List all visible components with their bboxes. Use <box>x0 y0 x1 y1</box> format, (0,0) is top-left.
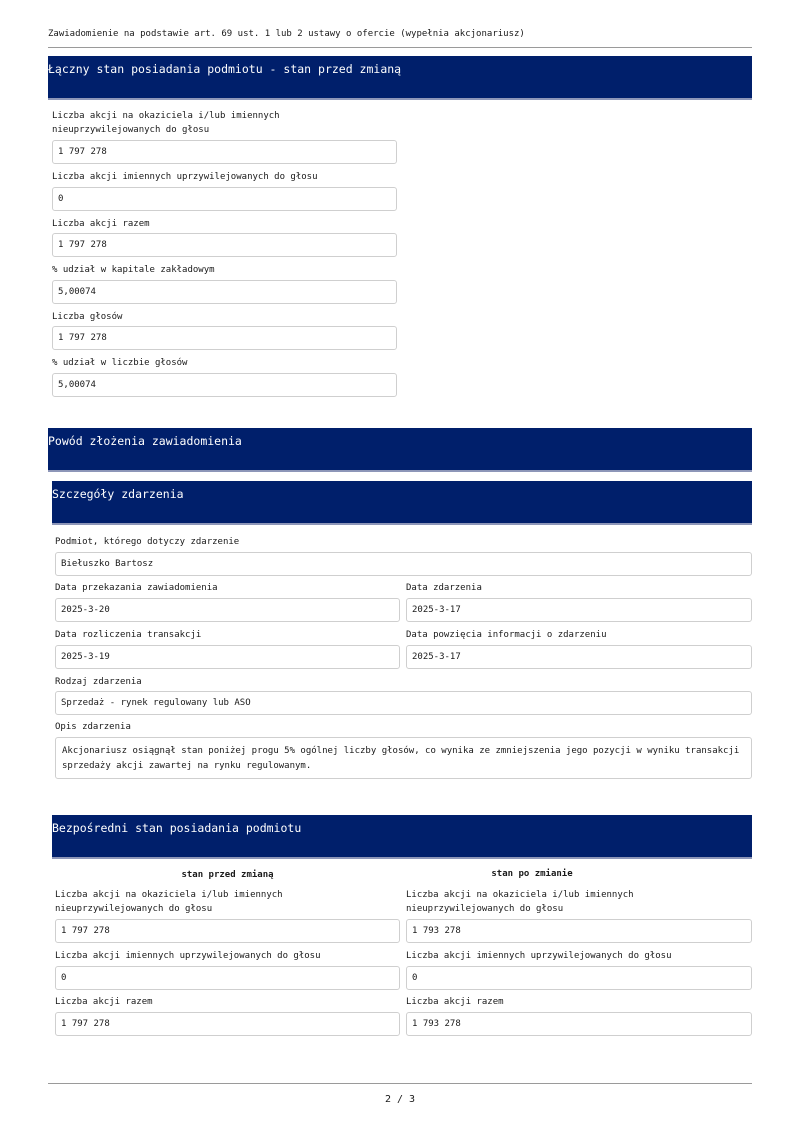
field-label-subject: Podmiot, którego dotyczy zdarzenie <box>55 537 240 547</box>
field-label-capital-share: % udział w kapitale zakładowym <box>52 265 215 275</box>
before-field-bearer-shares[interactable]: 1 797 278 <box>55 919 400 943</box>
field-privileged-shares[interactable]: 0 <box>52 187 397 211</box>
after-field-privileged-shares[interactable]: 0 <box>406 966 752 990</box>
column-heading-before: stan przed zmianą <box>181 870 274 880</box>
before-field-privileged-shares[interactable]: 0 <box>55 966 400 990</box>
field-capital-share[interactable]: 5,00074 <box>52 280 397 304</box>
after-field-total-shares[interactable]: 1 793 278 <box>406 1012 752 1036</box>
field-label-bearer-shares: Liczba akcji na okaziciela i/lub imiennych nieuprzywilejowanych do głosu <box>52 111 280 135</box>
field-label-settlement-date: Data rozliczenia transakcji <box>55 630 202 640</box>
field-bearer-shares[interactable]: 1 797 278 <box>52 140 397 164</box>
field-subject[interactable]: Biełuszko Bartosz <box>55 552 752 576</box>
field-settlement-date[interactable]: 2025-3-19 <box>55 645 400 669</box>
field-total-shares[interactable]: 1 797 278 <box>52 233 397 257</box>
field-label-votes: Liczba głosów <box>52 312 123 322</box>
field-event-type[interactable]: Sprzedaż - rynek regulowany lub ASO <box>55 691 752 715</box>
field-label-privileged-shares: Liczba akcji imiennych uprzywilejowanych do głosu <box>52 172 318 182</box>
field-label-total-shares: Liczba akcji razem <box>52 219 150 229</box>
field-event-date[interactable]: 2025-3-17 <box>406 598 752 622</box>
field-label-event-type: Rodzaj zdarzenia <box>55 677 142 687</box>
after-label-bearer-shares: Liczba akcji na okaziciela i/lub imiennych nieuprzywilejowanych do głosu <box>406 890 634 914</box>
footer-divider <box>48 1083 752 1084</box>
field-info-date[interactable]: 2025-3-17 <box>406 645 752 669</box>
field-votes[interactable]: 1 797 278 <box>52 326 397 350</box>
section-reason-title: Powód złożenia zawiadomienia <box>48 428 752 472</box>
page-number: 2 / 3 <box>384 1094 416 1105</box>
field-label-votes-share: % udział w liczbie głosów <box>52 358 188 368</box>
field-label-notice-date: Data przekazania zawiadomienia <box>55 583 218 593</box>
before-label-total-shares: Liczba akcji razem <box>55 997 153 1007</box>
before-label-bearer-shares: Liczba akcji na okaziciela i/lub imiennych nieuprzywilejowanych do głosu <box>55 890 283 914</box>
document-header: Zawiadomienie na podstawie art. 69 ust. 1 lub 2 ustawy o ofercie (wypełnia akcjonariusz) <box>48 29 525 39</box>
field-label-event-description: Opis zdarzenia <box>55 722 131 732</box>
section-direct-holding-title: Bezpośredni stan posiadania podmiotu <box>52 815 752 859</box>
before-field-total-shares[interactable]: 1 797 278 <box>55 1012 400 1036</box>
section-event-details-title: Szczegóły zdarzenia <box>52 481 752 525</box>
field-label-info-date: Data powzięcia informacji o zdarzeniu <box>406 630 607 640</box>
field-event-description[interactable]: Akcjonariusz osiągnął stan poniżej progu 5% ogólnej liczby głosów, co wynika ze zmniejszenia jego pozycji w wyniku transakcji sprzedaży akcji zawartej na rynku regulowanym. <box>55 737 752 779</box>
field-notice-date[interactable]: 2025-3-20 <box>55 598 400 622</box>
field-label-event-date: Data zdarzenia <box>406 583 482 593</box>
before-label-privileged-shares: Liczba akcji imiennych uprzywilejowanych do głosu <box>55 951 321 961</box>
header-divider <box>48 47 752 48</box>
section-total-before-title: Łączny stan posiadania podmiotu - stan przed zmianą <box>48 56 752 100</box>
after-label-privileged-shares: Liczba akcji imiennych uprzywilejowanych do głosu <box>406 951 672 961</box>
field-votes-share[interactable]: 5,00074 <box>52 373 397 397</box>
after-label-total-shares: Liczba akcji razem <box>406 997 504 1007</box>
after-field-bearer-shares[interactable]: 1 793 278 <box>406 919 752 943</box>
column-heading-after: stan po zmianie <box>491 869 573 879</box>
